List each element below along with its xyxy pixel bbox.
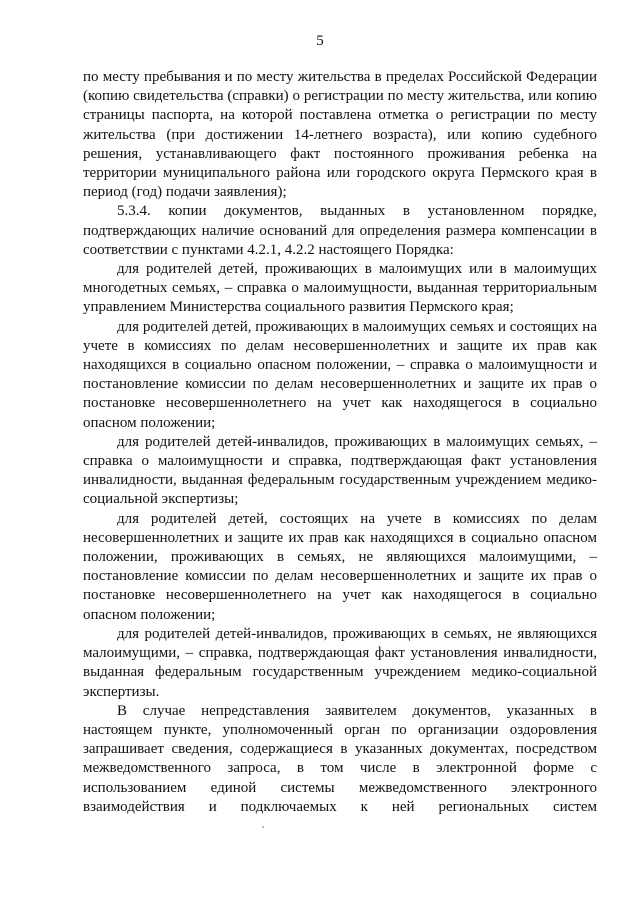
paragraph-low-income: для родителей детей, проживающих в малоимущих или в малоимущих многодетных семьях, – справка о малоимущности, выданная территориальным управлением Министерства социального развития Пермского края;	[83, 261, 597, 316]
paragraph-low-income-commission: для родителей детей, проживающих в малоимущих семьях и состоящих на учете в комиссиях по делам несовершеннолетних и защите их прав как находящихся в социально опасном положении, – справка о малоимущности и постановление комиссии по делам несовершеннолетних и защите их прав о постановке несовершеннолетнего на учет как находящегося в социально опасном положении;	[83, 318, 597, 431]
paragraph-interagency-request: В случае непредставления заявителем документов, указанных в настоящем пункте, уполномоченный орган по организации оздоровления запрашивает сведения, содержащиеся в указанных документах, посредством межведомственного запроса, в том числе в электронной форме с использованием единой системы межведомственного электронного взаимодействия и подключаемых к ней региональных систем	[83, 702, 597, 815]
paragraph-disabled-low-income: для родителей детей-инвалидов, проживающих в малоимущих семьях, – справка о малоимущности и справка, подтверждающая факт установления инвалидности, выданная федеральным государственным учреждением медико-социальной экспертизы;	[83, 433, 597, 508]
paragraph-residence-documents: по месту пребывания и по месту жительства в пределах Российской Федерации (копию свидетельства (справки) о регистрации по месту жительства, или копию страницы паспорта, на которой поставлена отметка о регистрации по месту жительства (при достижении 14-летнего возраста), или копию судебного решения, устанавливающего факт постоянного проживания ребенка на территории муниципального района или городского округа Пермского края в период (год) подачи заявления);	[83, 69, 597, 201]
paragraph-commission-not-low-income: для родителей детей, состоящих на учете в комиссиях по делам несовершеннолетних и защите их прав как находящихся в социально опасном положении, проживающих в семьях, не являющихся малоимущими, – постановление комиссии по делам несовершеннолетних и защите их прав о постановке несовершеннолетнего на учет как находящегося в социально опасном положении;	[83, 510, 597, 623]
page-number: 5	[316, 33, 324, 49]
paragraph-5-3-4: 5.3.4. копии документов, выданных в установленном порядке, подтверждающих наличие оснований для определения размера компенсации в соответствии с пунктами 4.2.1, 4.2.2 настоящего Порядка:	[83, 203, 597, 258]
document-body	[83, 68, 597, 817]
scan-speck	[262, 826, 264, 828]
paragraph-disabled-not-low-income: для родителей детей-инвалидов, проживающих в семьях, не являющихся малоимущими, – справка, подтверждающая факт установления инвалидности, выданная федеральным государственным учреждением медико-социальной экспертизы.	[83, 625, 597, 700]
